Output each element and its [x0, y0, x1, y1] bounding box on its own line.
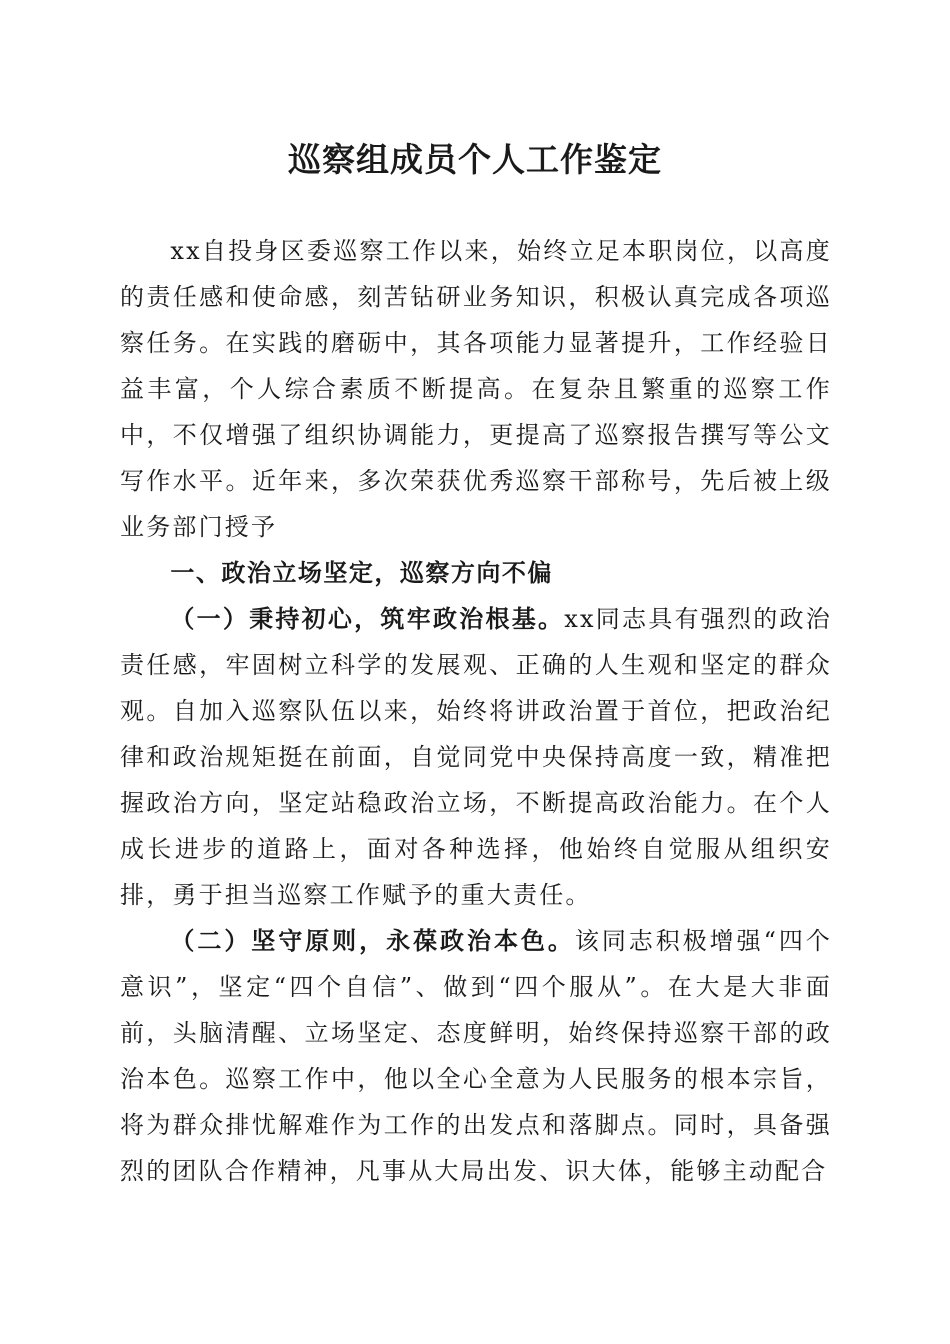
document-title: 巡察组成员个人工作鉴定	[288, 140, 662, 179]
subsection-body-2: 该同志积极增强“四个意识”，坚定“四个自信”、做到“四个服从”。在大是大非面前，头脑清醒、立场坚定、态度鲜明，始终保持巡察干部的政治本色。巡察工作中，他以全心全意为人民服务的根本宗旨，将为群众排忧解难作为工作的出发点和落脚点。同时，具备强烈的团队合作精神，凡事从大局出发、识大体，能够主动配合	[120, 927, 833, 1185]
subsection-paragraph-2	[120, 918, 832, 1194]
document-body	[120, 228, 832, 1194]
subsection-body-1: xx同志具有强烈的政治责任感，牢固树立科学的发展观、正确的人生观和坚定的群众观。自加入巡察队伍以来，始终将讲政治置于首位，把政治纪律和政治规矩挺在前面，自觉同党中央保持高度一致，精准把握政治方向，坚定站稳政治立场，不断提高政治能力。在个人成长进步的道路上，面对各种选择，他始终自觉服从组织安排，勇于担当巡察工作赋予的重大责任。	[120, 605, 833, 909]
subsection-paragraph-1	[120, 596, 832, 918]
section-heading: 一、政治立场坚定，巡察方向不偏	[170, 559, 553, 587]
subsection-lead-1: （一）秉持初心，筑牢政治根基。	[170, 604, 565, 633]
intro-paragraph: xx自投身区委巡察工作以来，始终立足本职岗位，以高度的责任感和使命感，刻苦钻研业务知识，积极认真完成各项巡察任务。在实践的磨砺中，其各项能力显著提升，工作经验日益丰富，个人综合素质不断提高。在复杂且繁重的巡察工作中，不仅增强了组织协调能力，更提高了巡察报告撰写等公文写作水平。近年来，多次荣获优秀巡察干部称号，先后被上级业务部门授予	[120, 237, 832, 541]
subsection-lead-2: （二）坚守原则，永葆政治本色。	[170, 926, 575, 955]
